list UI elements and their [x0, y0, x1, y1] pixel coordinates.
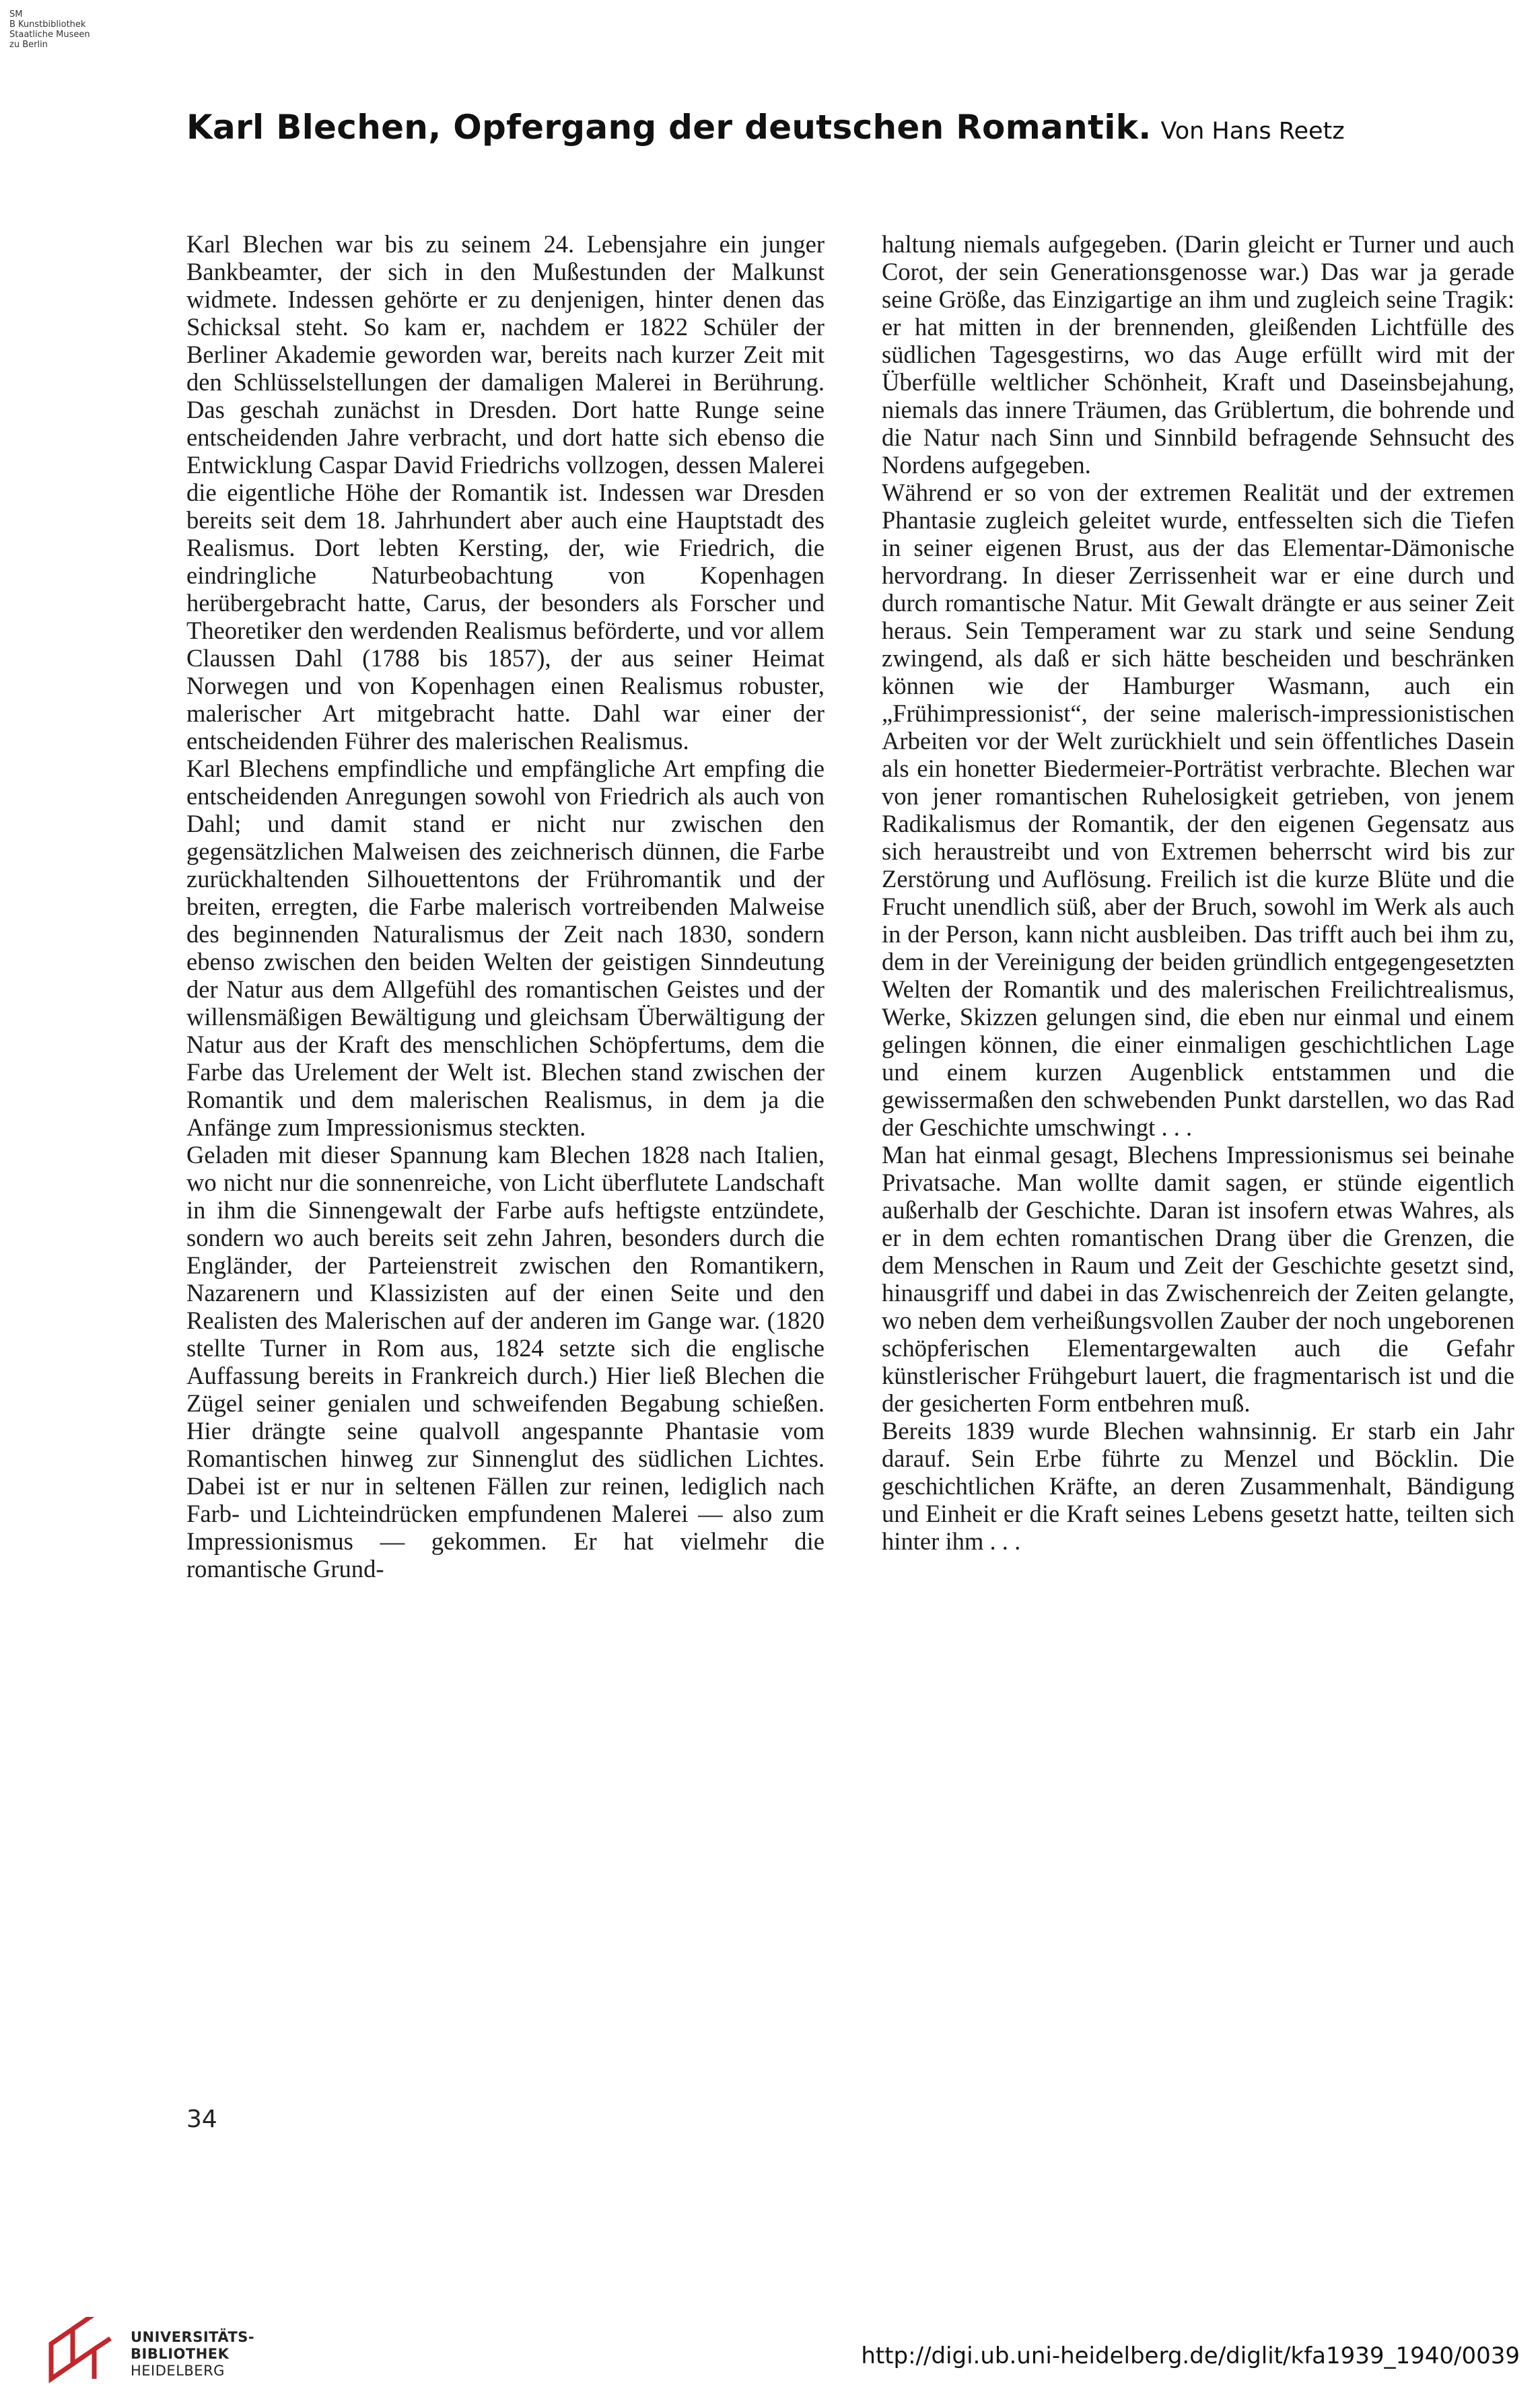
library-name-line: UNIVERSITÄTS- [131, 2329, 255, 2345]
library-name [131, 2329, 254, 2379]
article-title: Karl Blechen, Opfergang der deutschen Romantik. [186, 108, 1152, 147]
footer [0, 2316, 1540, 2397]
stamp-line: SM [9, 9, 23, 20]
stamp-line: zu Berlin [9, 40, 48, 50]
library-name-line: BIBLIOTHEK [131, 2346, 230, 2362]
paragraph: Karl Blechens empfindliche und empfängliche Art empfing die entscheidenden Anregungen sowohl von Friedrich als auch von Dahl; und damit stand er nicht nur zwischen den gegensätzlichen Malweisen des zeichnerisch dünnen, die Farbe zurückhaltenden Silhouettentons der Frühromantik und der breiten, erregten, die Farbe malerisch vortreibenden Malweise des beginnenden Naturalismus der Zeit nach 1830, sondern ebenso zwischen den beiden Welten der geistigen Sinndeutung der Natur aus dem Allgefühl des romantischen Geistes und der willensmäßigen Bewältigung und gleichsam Überwältigung der Natur aus der Kraft des menschlichen Schöpfertums, dem die Farbe das Urelement der Welt ist. Blechen stand zwischen der Romantik und dem malerischen Realismus, in dem ja die Anfänge zum Impressionismus steckten. [186, 755, 825, 1141]
stamp-line: B Kunstbibliothek [9, 20, 86, 30]
library-logo-icon [38, 2317, 118, 2384]
source-url[interactable]: http://digi.ub.uni-heidelberg.de/diglit/kfa1939_1940/0039 [861, 2342, 1520, 2369]
paragraph: Man hat einmal gesagt, Blechens Impressionismus sei beinahe Privatsache. Man wollte damit sagen, er stünde eigentlich außerhalb der Geschichte. Daran ist insofern etwas Wahres, als er in dem echten romantischen Drang über die Grenzen, die dem Menschen in Raum und Zeit der Geschichte gesetzt sind, hinausgriff und dabei in das Zwischenreich der Zeiten gelangte, wo neben dem verheißungsvollen Zauber der noch ungeborenen schöpferischen Elementargewalten auch die Gefahr künstlerischer Frühgeburt lauert, die fragmentarisch ist und die der gesicherten Form entbehren muß. [882, 1141, 1514, 1417]
paragraph: Karl Blechen war bis zu seinem 24. Lebensjahre ein junger Bankbeamter, der sich in den Mußestunden der Malkunst widmete. Indessen gehörte er zu denjenigen, hinter denen das Schicksal steht. So kam er, nachdem er 1822 Schüler der Berliner Akademie geworden war, bereits nach kurzer Zeit mit den Schlüsselstellungen der damaligen Malerei in Berührung. Das geschah zunächst in Dresden. Dort hatte Runge seine entscheidenden Jahre verbracht, und dort hatte sich ebenso die Entwicklung Caspar David Friedrichs vollzogen, dessen Malerei die eigentliche Höhe der Romantik ist. Indessen war Dresden bereits seit dem 18. Jahrhundert aber auch eine Hauptstadt des Realismus. Dort lebten Kersting, der, wie Friedrich, die eindringliche Naturbeobachtung von Kopenhagen herübergebracht hatte, Carus, der besonders als Forscher und Theoretiker den werdenden Realismus beförderte, und vor allem Claussen Dahl (1788 bis 1857), der aus seiner Heimat Norwegen und von Kopenhagen einen Realismus robuster, malerischer Art mitgebracht hatte. Dahl war einer der entscheidenden Führer des malerischen Realismus. [186, 230, 825, 755]
paragraph: Bereits 1839 wurde Blechen wahnsinnig. Er starb ein Jahr darauf. Sein Erbe führte zu Menzel und Böcklin. Die geschichtlichen Kräfte, an deren Zusammenhalt, Bändigung und Einheit er die Kraft seines Lebens gesetzt hatte, teilten sich hinter ihm . . . [882, 1417, 1514, 1555]
page-number: 34 [186, 2106, 217, 2133]
article-author: Von Hans Reetz [1160, 118, 1345, 145]
library-stamp [9, 9, 90, 50]
paragraph: Geladen mit dieser Spannung kam Blechen 1828 nach Italien, wo nicht nur die sonnenreiche, von Licht überflutete Landschaft in ihm die Sinnengewalt der Farbe aufs heftigste entzündete, sondern wo auch bereits seit zehn Jahren, besonders durch die Engländer, der Parteienstreit zwischen den Romantikern, Nazarenern und Klassizisten auf der einen Seite und den Realisten des Malerischen auf der anderen im Gange war. (1820 stellte Turner in Rom aus, 1824 setzte sich die englische Auffassung bereits in Frankreich durch.) Hier ließ Blechen die Zügel seiner genialen und schweifenden Begabung schießen. Hier drängte seine qualvoll angespannte Phantasie vom Romantischen hinweg zur Sinnenglut des südlichen Lichtes. Dabei ist er nur in seltenen Fällen zur reinen, lediglich nach Farb- und Lichteindrücken empfundenen Malerei — also zum Impressionismus — gekommen. Er hat vielmehr die romantische Grund- [186, 1141, 825, 1583]
article-header [186, 108, 1465, 147]
right-column [882, 230, 1514, 1555]
paragraph: Während er so von der extremen Realität und der extremen Phantasie zugleich geleitet wurde, entfesselten sich die Tiefen in seiner eigenen Brust, aus der das Elementar-Dämonische hervordrang. In dieser Zerrissenheit war er eine durch und durch romantische Natur. Mit Gewalt drängte er aus seiner Zeit heraus. Sein Temperament war zu stark und seine Sendung zwingend, als daß er sich hätte bescheiden und beschränken können wie der Hamburger Wasmann, auch ein „Frühimpressionist“, der seine malerisch-impressionistischen Arbeiten vor der Welt zurückhielt und sein öffentliches Dasein als ein honetter Biedermeier-Porträtist verbrachte. Blechen war von jener romantischen Ruhelosigkeit getrieben, von jenem Radikalismus der Romantik, der den eigenen Gegensatz aus sich heraustreibt und von Extremen beherrscht wird bis zur Zerstörung und Auflösung. Freilich ist die kurze Blüte und die Frucht unendlich süß, aber der Bruch, sowohl im Werk als auch in der Person, kann nicht ausbleiben. Das trifft auch bei ihm zu, dem in der Vereinigung der beiden gründlich entgegengesetzten Welten der Romantik und des malerischen Freilichtrealismus, Werke, Skizzen gelungen sind, die eben nur einmal und einem gelingen können, die einer einmaligen geschichtlichen Lage und einem kurzen Augenblick entstammen und die gewissermaßen den schwebenden Punkt darstellen, wo das Rad der Geschichte umschwingt . . . [882, 479, 1514, 1141]
library-name-line: HEIDELBERG [131, 2363, 225, 2379]
left-column [186, 230, 825, 1583]
stamp-line: Staatliche Museen [9, 30, 90, 40]
paragraph: haltung niemals aufgegeben. (Darin gleicht er Turner und auch Corot, der sein Generationsgenosse war.) Das war ja gerade seine Größe, das Einzigartige an ihm und zugleich seine Tragik: er hat mitten in der brennenden, gleißenden Lichtfülle des südlichen Tagesgestirns, wo das Auge erfüllt wird mit der Überfülle weltlicher Schönheit, Kraft und Daseinsbejahung, niemals das innere Träumen, das Grüblertum, die bohrende und die Natur nach Sinn und Sinnbild befragende Sehnsucht des Nordens aufgegeben. [882, 230, 1514, 479]
